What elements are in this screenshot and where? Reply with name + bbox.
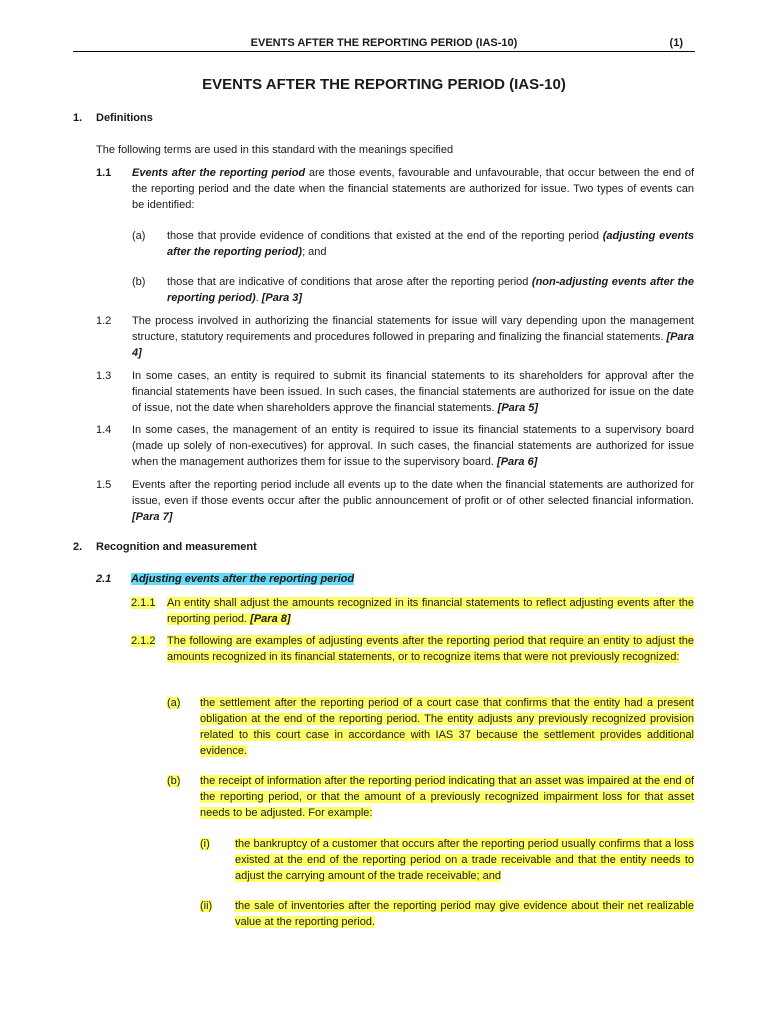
- para-1-5-label: 1.5: [96, 479, 112, 491]
- para-2-1-2-b-i-text: the bankruptcy of a customer that occurs after the reporting period usually confirms that a loss existed at the end of the reporting period on a trade receivable and that the entity needs to adjust the carrying amount of the trade receivable; and: [235, 838, 694, 882]
- para-2-1-1-label: [131, 595, 155, 611]
- para-2-1-2-label: [131, 633, 155, 649]
- para-2-1-2-b-i-label-text: (i): [200, 838, 210, 850]
- para-1-3: [132, 368, 694, 416]
- para-2-1-2-label-text: 2.1.2: [131, 635, 156, 647]
- para-1-1-a-emphasis: (adjusting events after the reporting period): [167, 230, 694, 258]
- para-2-1-2-a-label-text: (a): [167, 697, 181, 709]
- para-1-1-a-label: (a): [132, 230, 146, 242]
- para-2-1-2-b-ii-label: [200, 898, 212, 914]
- para-2-1-2-b-label: [167, 773, 180, 789]
- para-1-5-text: Events after the reporting period include all events up to the date when the financial statements are authorized for issue, even if those events occur after the public announcement of profit or of other selected financial information.: [132, 479, 694, 507]
- running-header-title: EVENTS AFTER THE REPORTING PERIOD (IAS-10): [250, 37, 518, 49]
- para-1-4-ref: [Para 6]: [497, 456, 538, 468]
- para-2-1-2-b-i: [235, 836, 694, 884]
- para-1-4: [132, 422, 694, 470]
- para-1-1-a-tail: ; and: [302, 246, 327, 258]
- para-1-2: [132, 313, 694, 361]
- para-1-1-term: Events after the reporting period: [132, 167, 306, 179]
- para-2-1-2-a-text: the settlement after the reporting period of a court case that confirms that the entity had a present obligation at the end of the reporting period. The entity adjusts any previously recognized provision related to this court case in accordance with IAS 37 because the settlement provides additional evidence.: [200, 697, 694, 757]
- document-title: EVENTS AFTER THE REPORTING PERIOD (IAS-10): [202, 76, 566, 93]
- para-2-1-2-b-ii-text: the sale of inventories after the reporting period may give evidence about their net realizable value at the reporting period.: [235, 900, 694, 928]
- para-1-2-text: The process involved in authorizing the financial statements for issue will vary depending upon the management structure, statutory requirements and procedures followed in preparing and finalizing the financial statements.: [132, 315, 694, 343]
- para-2-1-1: [167, 595, 694, 627]
- para-1-2-ref: [Para 4]: [132, 331, 694, 359]
- para-2-1-2-b-i-label: [200, 836, 210, 852]
- para-2-1-2-b-ii: [235, 898, 694, 930]
- running-header: [73, 37, 695, 52]
- para-1-1-b-text: those that are indicative of conditions that arose after the reporting period: [167, 276, 532, 288]
- para-1-4-label: 1.4: [96, 424, 112, 436]
- para-1-3-label: 1.3: [96, 370, 112, 382]
- para-1-3-ref: [Para 5]: [497, 402, 539, 414]
- para-2-1-2-b: [200, 773, 694, 821]
- para-2-1-1-text: An entity shall adjust the amounts recognized in its financial statements to reflect adjusting events after the reporting period.: [167, 597, 694, 625]
- para-1-1-b-tail: .: [255, 292, 262, 304]
- para-2-1-2-a: [200, 695, 694, 759]
- page-number: (1): [669, 37, 683, 49]
- subsection-2-1-label: 2.1: [96, 573, 112, 585]
- para-1-1-a-text: those that provide evidence of conditions that existed at the end of the reporting period: [167, 230, 603, 242]
- para-2-1-2-b-label-text: (b): [167, 775, 181, 787]
- para-2-1-2-text: The following are examples of adjusting events after the reporting period that require an entity to adjust the amounts recognized in its financial statements, or to recognize items that were not previously recognized:: [167, 635, 694, 663]
- para-1-1-label: 1.1: [96, 167, 112, 179]
- para-1-4-text: In some cases, the management of an entity is required to issue its financial statements to a supervisory board (made up solely of non-executives) for approval. In such cases, the financial statements are authorized for issue when the management authorizes them for issue to the supervisory board.: [132, 424, 694, 468]
- subsection-2-1-title: [131, 571, 354, 587]
- para-1-1-b-emphasis: (non-adjusting events after the reporting period): [167, 276, 694, 304]
- para-1-2-label: 1.2: [96, 315, 112, 327]
- subsection-2-1-title-text: Adjusting events after the reporting period: [131, 573, 355, 585]
- section-2-number: 2.: [73, 541, 83, 553]
- para-2-1-2-b-text: the receipt of information after the reporting period indicating that an asset was impaired at the end of the reporting period, or that the amount of a previously recognized impairment loss for that asset needs to be adjusted. For example:: [200, 775, 694, 819]
- para-1-3-text: In some cases, an entity is required to submit its financial statements to its shareholders for approval after the financial statements have been issued. In such cases, the financial statements are authorized for issue on the date of issue, not the date when shareholders approve the financial statements.: [132, 370, 694, 414]
- para-2-1-2: [167, 633, 694, 665]
- section-1-intro: The following terms are used in this standard with the meanings specified: [96, 144, 454, 156]
- para-2-1-2-a-label: [167, 695, 180, 711]
- para-2-1-1-ref: [Para 8]: [250, 613, 291, 625]
- para-1-1-b-label: (b): [132, 276, 146, 288]
- para-1-1-b: [167, 274, 694, 306]
- para-1-5: [132, 477, 694, 525]
- para-1-1-b-ref: [Para 3]: [261, 292, 303, 304]
- section-2-title: Recognition and measurement: [96, 541, 257, 553]
- para-2-1-1-label-text: 2.1.1: [131, 597, 156, 609]
- para-1-1-a: [167, 228, 694, 260]
- para-1-1: [132, 165, 694, 213]
- section-1-number: 1.: [73, 112, 83, 124]
- para-1-1-text: are those events, favourable and unfavourable, that occur between the end of the reporting period and the date when the financial statements are authorized for issue. Two types of events can be identified:: [132, 167, 695, 211]
- para-2-1-2-b-ii-label-text: (ii): [200, 900, 213, 912]
- para-1-5-ref: [Para 7]: [132, 511, 173, 523]
- section-1-title: Definitions: [96, 112, 153, 124]
